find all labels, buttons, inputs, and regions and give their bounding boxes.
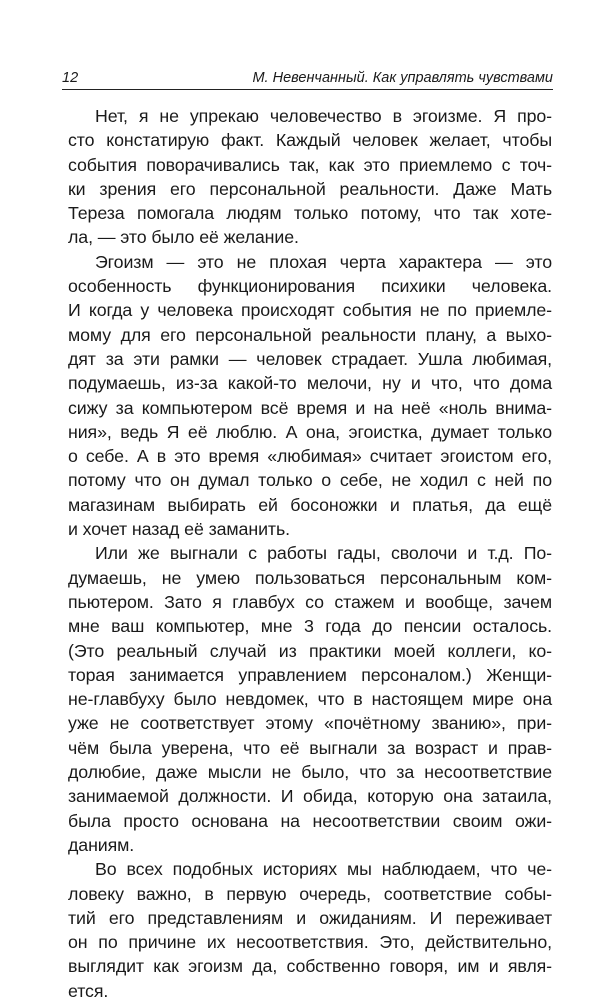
text-line: Или же выгнали с работы гады, сволочи и т.д. По- <box>95 543 552 564</box>
running-title: М. Невенчанный. Как управлять чувствами <box>252 70 553 86</box>
text-line: ловеку важно, в первую очередь, соответствие собы- <box>68 883 552 904</box>
header-rule <box>62 89 553 90</box>
paragraph <box>68 250 552 542</box>
text-line: пьютером. Зато я главбух со стажем и вообще, зачем <box>68 591 552 612</box>
paragraph <box>68 541 552 857</box>
text-line: он по причине их несоответствия. Это, действительно, <box>68 932 552 953</box>
text-line: уже не соответствует этому «почётному званию», при- <box>68 713 552 734</box>
text-line: И когда у человека происходят события не по приемле- <box>68 300 552 321</box>
text-line: Тереза помогала людям только потому, что так хоте- <box>68 203 552 224</box>
body-text <box>68 104 552 1003</box>
text-line: тий его представлениям и ожиданиям. И переживает <box>68 907 552 928</box>
text-line: долюбие, даже мысли не было, что за несоответствие <box>68 762 552 783</box>
text-line: события поворачивались так, как это приемлемо с точ- <box>68 154 552 175</box>
text-line: ла, — это было её желание. <box>68 227 299 248</box>
text-line: потому что он думал только о себе, не ходил с ней по <box>68 470 552 491</box>
text-line: подумаешь, из-за какой-то мелочи, ну и что, что дома <box>68 373 552 394</box>
text-line: Нет, я не упрекаю человечество в эгоизме. Я про- <box>95 106 552 126</box>
text-line: ки зрения его персональной реальности. Даже Мать <box>68 178 552 199</box>
text-line: особенность функционирования психики человека. <box>68 276 552 297</box>
text-line: о себе. А в это время «любимая» считает эгоистом его, <box>68 446 552 467</box>
text-line: не-главбуху было невдомек, что в настоящем мире она <box>68 689 552 710</box>
text-line: магазинам выбирать ей босоножки и платья, да ещё <box>68 494 552 515</box>
text-line: мне ваш компьютер, мне 3 года до пенсии осталось. <box>68 616 552 637</box>
text-line: занимаемой должности. И обида, которую она затаила, <box>68 786 552 807</box>
text-line: Во всех подобных историях мы наблюдаем, что че- <box>95 859 552 880</box>
text-line: была просто основана на несоответствии своим ожи- <box>68 810 552 831</box>
text-line: сижу за компьютером всё время и на неё «ноль внима- <box>68 397 552 418</box>
text-line: и хочет назад её заманить. <box>68 519 290 540</box>
text-line: думаешь, не умею пользоваться персональным ком- <box>68 567 552 588</box>
text-line: даниям. <box>68 834 135 855</box>
paragraph <box>68 857 552 1003</box>
text-line: чём была уверена, что её выгнали за возраст и прав- <box>68 737 552 758</box>
text-line: дят за эти рамки — человек страдает. Ушла любимая, <box>68 348 552 369</box>
text-line: ется. <box>68 980 109 1001</box>
text-line: Эгоизм — это не плохая черта характера — это <box>95 251 552 272</box>
paragraph <box>68 104 552 250</box>
text-line: (Это реальный случай из практики моей коллеги, ко- <box>68 640 552 661</box>
text-line: выглядит как эгоизм да, собственно говоря, им и явля- <box>68 956 552 977</box>
running-header <box>62 62 553 88</box>
page-number: 12 <box>62 70 79 86</box>
text-line: мому для его персональной реальности плану, а выхо- <box>68 324 552 345</box>
text-line: ния», ведь Я её люблю. А она, эгоистка, думает только <box>68 421 552 442</box>
text-line: торая занимается управлением персоналом.) Женщи- <box>68 664 552 685</box>
text-line: сто констатирую факт. Каждый человек желает, чтобы <box>68 130 552 151</box>
